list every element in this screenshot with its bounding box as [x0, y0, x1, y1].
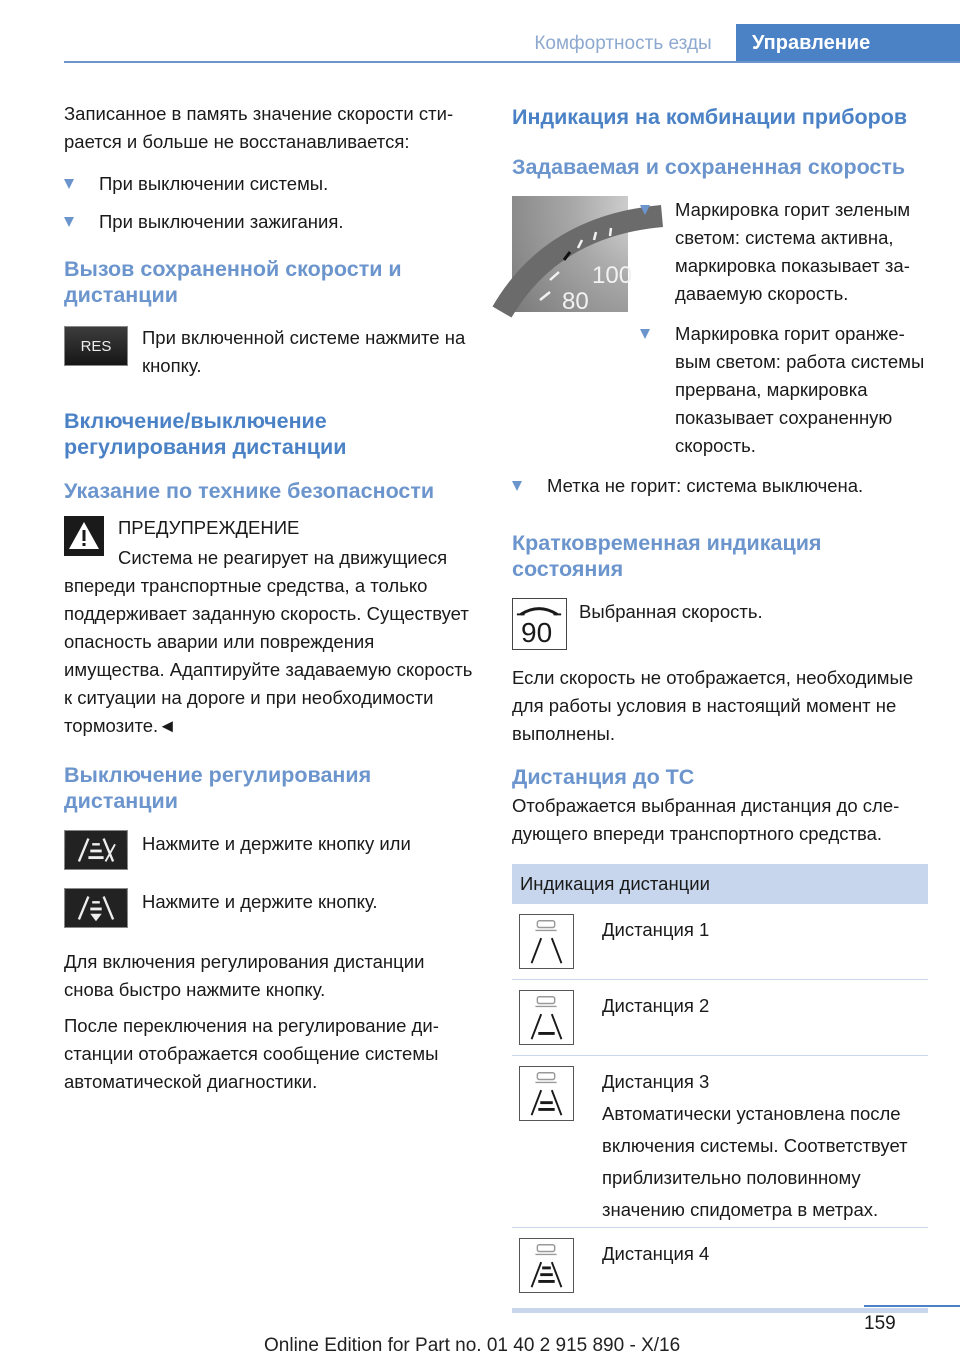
recall-heading: Вызов сохраненной скорости и дистанции [64, 257, 402, 307]
distance-row-label: Дистанция 1 [602, 919, 710, 940]
not-shown-text: Если скорость не отображается, необходимые для работы условия в настоящий момент не выполнены. [512, 667, 914, 744]
recall-row [64, 324, 479, 382]
distance-table [512, 864, 928, 1313]
bullet-item: Маркировка горит зеленым светом: система активна, маркировка показывает задаваемую скорость. [640, 196, 928, 308]
bullet-item: Маркировка горит оранжевым светом: работа системы прервана, маркировка показывает сохраненную скорость. [640, 320, 928, 460]
bullet-triangle-icon [640, 329, 650, 339]
bullet-triangle-icon [64, 217, 74, 227]
selected-speed-text: Выбранная скорость. [579, 601, 763, 622]
gauge-tick-label: 100 [592, 262, 633, 289]
header-chapter-tab: Управление [736, 24, 960, 63]
bullet-item: При выключении зажигания. [64, 208, 479, 236]
res-button-icon: RES [64, 326, 128, 366]
bullet-triangle-icon [64, 179, 74, 189]
distance-row-label: Дистанция 4 [602, 1243, 710, 1264]
safety-heading: Указание по технике безопасности [64, 479, 435, 503]
speedometer-icon [512, 196, 633, 315]
bullet-triangle-icon [512, 481, 522, 491]
bullet-item: При выключении системы. [64, 170, 479, 198]
distance-button-down-icon [64, 888, 128, 928]
selected-speed-row [512, 598, 928, 660]
off-heading: Выключение регулирования дистанции [64, 763, 372, 813]
page-number: 159 [864, 1313, 896, 1334]
intro-text: Записанное в память значение скорости стирается и больше не восстанавливается: [64, 103, 454, 152]
distance-4-icon [519, 1238, 574, 1293]
distance-heading: Дистанция до ТС [512, 765, 695, 789]
table-row [512, 1056, 928, 1228]
off-row-1 [64, 830, 479, 888]
display-heading: Индикация на комбинации приборов [512, 105, 908, 129]
distance-1-icon [519, 914, 574, 969]
bullet-triangle-icon [640, 205, 650, 215]
status-heading: Кратковременная индикация состояния [512, 531, 822, 581]
warning-block [64, 514, 479, 572]
speed-indicator-icon [512, 598, 567, 650]
toggle-heading: Включение/выключение регулирования дистанции [64, 409, 347, 459]
switch-text: После переключения на регулирование дистанции отображается сообщение системы автоматической диагностики. [64, 1015, 439, 1092]
left-column [64, 100, 479, 1096]
bullet-item: Метка не горит: система выключена. [512, 472, 928, 500]
off-text-1: Нажмите и держите кнопку или [142, 833, 411, 854]
off-text-2: Нажмите и держите кнопку. [142, 891, 378, 912]
table-row [512, 1228, 928, 1308]
recall-text: При включенной системе нажмите на кнопку. [142, 327, 466, 376]
table-row [512, 904, 928, 980]
speed-marking-block [512, 196, 928, 460]
distance-row-note: Автоматически установлена после включения системы. Соответствует приблизительно половинному значению спидометра в метрах. [602, 1103, 908, 1220]
speed-value: 90 [521, 617, 553, 648]
off-row-2 [64, 888, 479, 946]
distance-table-header: Индикация дистанции [512, 864, 928, 904]
distance-2-icon [519, 990, 574, 1045]
table-row [512, 980, 928, 1056]
right-column [512, 100, 928, 1313]
header-section-title: Комфортность езды [534, 33, 712, 54]
gauge-tick-label: 80 [562, 288, 589, 315]
speed-heading: Задаваемая и сохраненная скорость [512, 155, 906, 179]
warning-text: впереди транспортные средства, а только поддерживает заданную скорость. Существует опасность аварии или повреждения имущества. Адаптируйте задаваемую скорость к ситуации на дороге и при необходимости тормозите.◄ [64, 575, 473, 736]
distance-3-icon [519, 1066, 574, 1121]
reactivate-text: Для включения регулирования дистанции снова быстро нажмите кнопку. [64, 951, 425, 1000]
header-rule [64, 61, 960, 63]
edition-footer: Online Edition for Part no. 01 40 2 915 890 - X/16 [264, 1335, 681, 1356]
distance-row-label: Дистанция 2 [602, 995, 710, 1016]
warning-text-first: Система не реагирует на движущиеся [118, 547, 448, 568]
distance-text: Отображается выбранная дистанция до следующего впереди транспортного средства. [512, 795, 900, 844]
footer-rule [864, 1305, 960, 1307]
warning-title: ПРЕДУПРЕЖДЕНИЕ [118, 517, 300, 538]
distance-row-label: Дистанция 3 [602, 1071, 710, 1092]
distance-button-icon [64, 830, 128, 870]
warning-triangle-icon [64, 516, 104, 556]
